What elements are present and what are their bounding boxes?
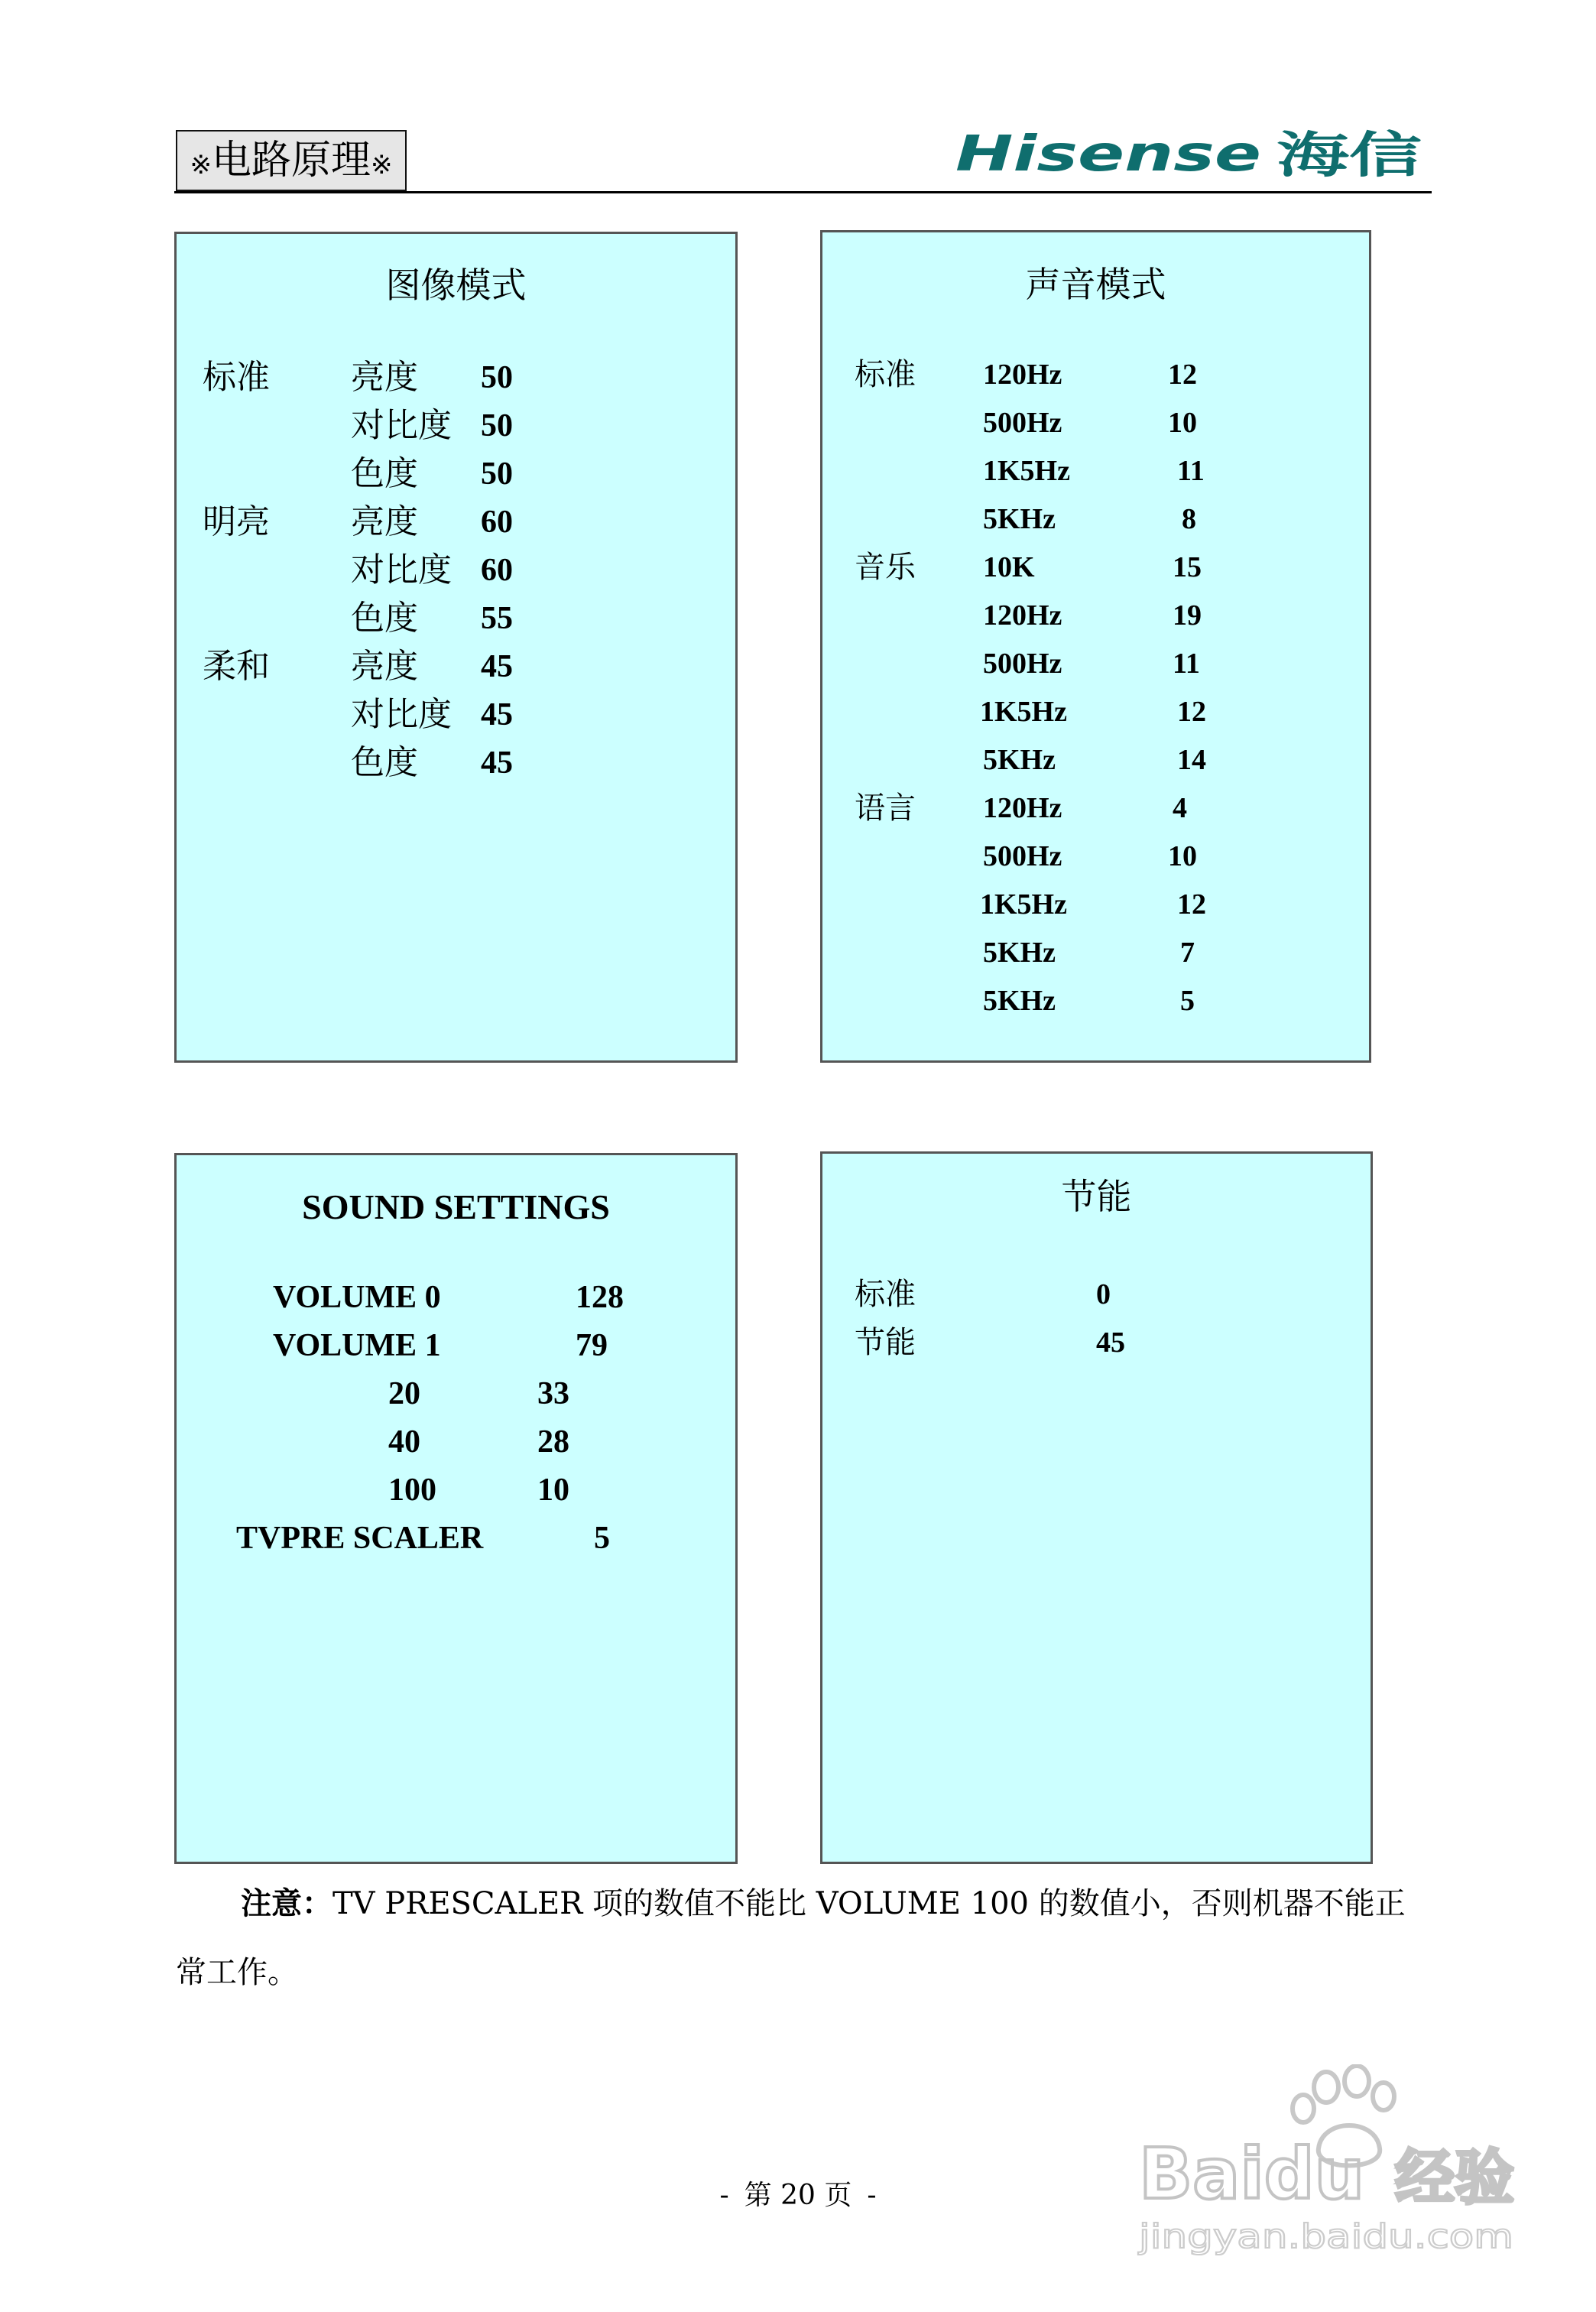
picture-row	[177, 547, 735, 594]
band-frequency: 5KHz	[983, 503, 1056, 535]
band-frequency: 500Hz	[983, 648, 1062, 680]
sound-settings-row	[177, 1322, 735, 1369]
mode-value: 45	[1096, 1326, 1125, 1359]
band-frequency: 10K	[983, 551, 1035, 583]
energy-saving-title: 节能	[1061, 1176, 1132, 1217]
sound-row	[822, 833, 1369, 880]
sound-row	[822, 592, 1369, 639]
setting-label: 对比度	[351, 550, 452, 589]
sound-row	[822, 447, 1369, 495]
setting-label: 色度	[351, 599, 418, 638]
picture-row	[177, 643, 735, 690]
picture-row	[177, 691, 735, 739]
mode-name: 明亮	[203, 502, 270, 541]
sound-mode-panel	[820, 230, 1371, 1063]
setting-label: 色度	[351, 454, 418, 493]
picture-row	[177, 739, 735, 787]
band-value: 8	[1182, 503, 1196, 535]
setting-value: 55	[481, 601, 513, 636]
note-line-2	[176, 1953, 1437, 1992]
sound-row	[822, 929, 1369, 976]
energy-saving-row	[822, 1319, 1371, 1366]
mode-name: 标准	[203, 358, 270, 397]
setting-label: VOLUME 0	[273, 1280, 441, 1315]
band-frequency: 500Hz	[983, 407, 1062, 439]
band-frequency: 500Hz	[983, 840, 1062, 872]
band-value: 10	[1168, 840, 1197, 872]
setting-value: 10	[537, 1473, 569, 1508]
band-value: 11	[1173, 648, 1200, 680]
band-frequency: 1K5Hz	[983, 455, 1070, 487]
picture-row	[177, 595, 735, 642]
watermark-product: 经验	[1395, 2144, 1515, 2213]
footer-dash-right: -	[867, 2180, 877, 2211]
sound-mode-title: 声音模式	[1025, 264, 1166, 305]
setting-value: 50	[481, 408, 513, 443]
sound-row	[822, 881, 1369, 928]
mode-name: 语言	[855, 791, 916, 826]
sound-settings-panel	[174, 1153, 738, 1864]
mode-name: 柔和	[203, 647, 270, 686]
note-line-1	[241, 1885, 1502, 1923]
band-value: 19	[1173, 599, 1202, 632]
sound-settings-row	[177, 1418, 735, 1466]
setting-value: 45	[481, 697, 513, 732]
hisense-logo	[955, 126, 1429, 183]
band-frequency: 120Hz	[983, 792, 1062, 824]
band-frequency: 120Hz	[983, 599, 1062, 632]
setting-value: 60	[481, 505, 513, 540]
setting-label: 100	[388, 1473, 436, 1508]
setting-label: 色度	[351, 743, 418, 782]
energy-saving-row	[822, 1271, 1371, 1318]
setting-value: 60	[481, 553, 513, 588]
setting-value: 33	[537, 1376, 569, 1411]
picture-row	[177, 450, 735, 498]
setting-value: 128	[576, 1280, 624, 1315]
setting-label: 对比度	[351, 406, 452, 445]
header-divider	[174, 191, 1432, 193]
baidu-jingyan-watermark	[1131, 2064, 1529, 2263]
chapter-title-box	[176, 130, 407, 191]
setting-label: VOLUME 1	[273, 1328, 441, 1363]
sound-row	[822, 977, 1369, 1024]
band-frequency: 5KHz	[983, 744, 1056, 776]
mode-name: 标准	[855, 1277, 916, 1312]
mode-value: 0	[1096, 1278, 1111, 1310]
band-value: 10	[1168, 407, 1197, 439]
sound-settings-row	[177, 1274, 735, 1321]
setting-label: 亮度	[351, 358, 418, 397]
setting-value: 50	[481, 456, 513, 492]
sound-row	[822, 736, 1369, 784]
energy-saving-panel	[820, 1151, 1373, 1864]
sound-row	[822, 495, 1369, 543]
mode-name: 音乐	[855, 550, 916, 585]
sound-row	[822, 351, 1369, 398]
band-frequency: 1K5Hz	[980, 696, 1067, 728]
setting-value: 45	[481, 649, 513, 684]
sound-settings-row	[177, 1370, 735, 1417]
sound-settings-row	[177, 1466, 735, 1514]
setting-label: TVPRE SCALER	[236, 1521, 484, 1556]
band-value: 14	[1177, 744, 1206, 776]
setting-value: 28	[537, 1424, 569, 1460]
sound-row	[822, 640, 1369, 687]
setting-label: 亮度	[351, 502, 418, 541]
reference-mark-right: ※	[371, 150, 393, 180]
setting-value: 5	[594, 1521, 610, 1556]
picture-mode-panel	[174, 232, 738, 1063]
sound-settings-title: SOUND SETTINGS	[302, 1187, 610, 1226]
band-frequency: 120Hz	[983, 359, 1062, 391]
watermark-url: jingyan.baidu.com	[1137, 2217, 1513, 2256]
band-value: 12	[1168, 359, 1197, 391]
band-frequency: 5KHz	[983, 985, 1056, 1017]
page-number: 第 20 页	[744, 2180, 852, 2211]
picture-mode-title: 图像模式	[385, 265, 527, 306]
band-value: 7	[1180, 937, 1195, 969]
setting-value: 45	[481, 745, 513, 781]
band-value: 4	[1173, 792, 1187, 824]
chapter-title: 电路原理	[211, 138, 371, 183]
sound-row	[822, 544, 1369, 591]
note-label: 注意：	[241, 1885, 332, 1921]
setting-label: 对比度	[351, 695, 452, 734]
sound-row	[822, 688, 1369, 735]
note-text-1: TV PRESCALER 项的数值不能比 VOLUME 100 的数值小，否则机器不能正	[332, 1886, 1406, 1921]
reference-mark-left: ※	[190, 150, 212, 180]
picture-row	[177, 498, 735, 546]
mode-name: 标准	[855, 357, 916, 392]
picture-row	[177, 402, 735, 450]
setting-label: 20	[388, 1376, 420, 1411]
band-value: 15	[1173, 551, 1202, 583]
hisense-logo-cn: 海信	[1276, 128, 1422, 183]
sound-settings-row	[177, 1515, 735, 1562]
band-frequency: 1K5Hz	[980, 888, 1067, 921]
picture-row	[177, 354, 735, 401]
band-frequency: 5KHz	[983, 937, 1056, 969]
sound-row	[822, 784, 1369, 832]
note-text-2: 常工作。	[176, 1955, 298, 1990]
sound-row	[822, 399, 1369, 446]
band-value: 12	[1177, 888, 1206, 921]
setting-label: 亮度	[351, 647, 418, 686]
setting-value: 50	[481, 360, 513, 395]
setting-value: 79	[576, 1328, 608, 1363]
mode-name: 节能	[855, 1325, 916, 1360]
band-value: 11	[1177, 455, 1205, 487]
watermark-brand: Baidu	[1139, 2133, 1365, 2215]
hisense-logo-wordmark: Hisense	[955, 126, 1261, 183]
setting-label: 40	[388, 1424, 420, 1460]
band-value: 12	[1177, 696, 1206, 728]
footer-dash-left: -	[719, 2180, 729, 2211]
band-value: 5	[1180, 985, 1195, 1017]
